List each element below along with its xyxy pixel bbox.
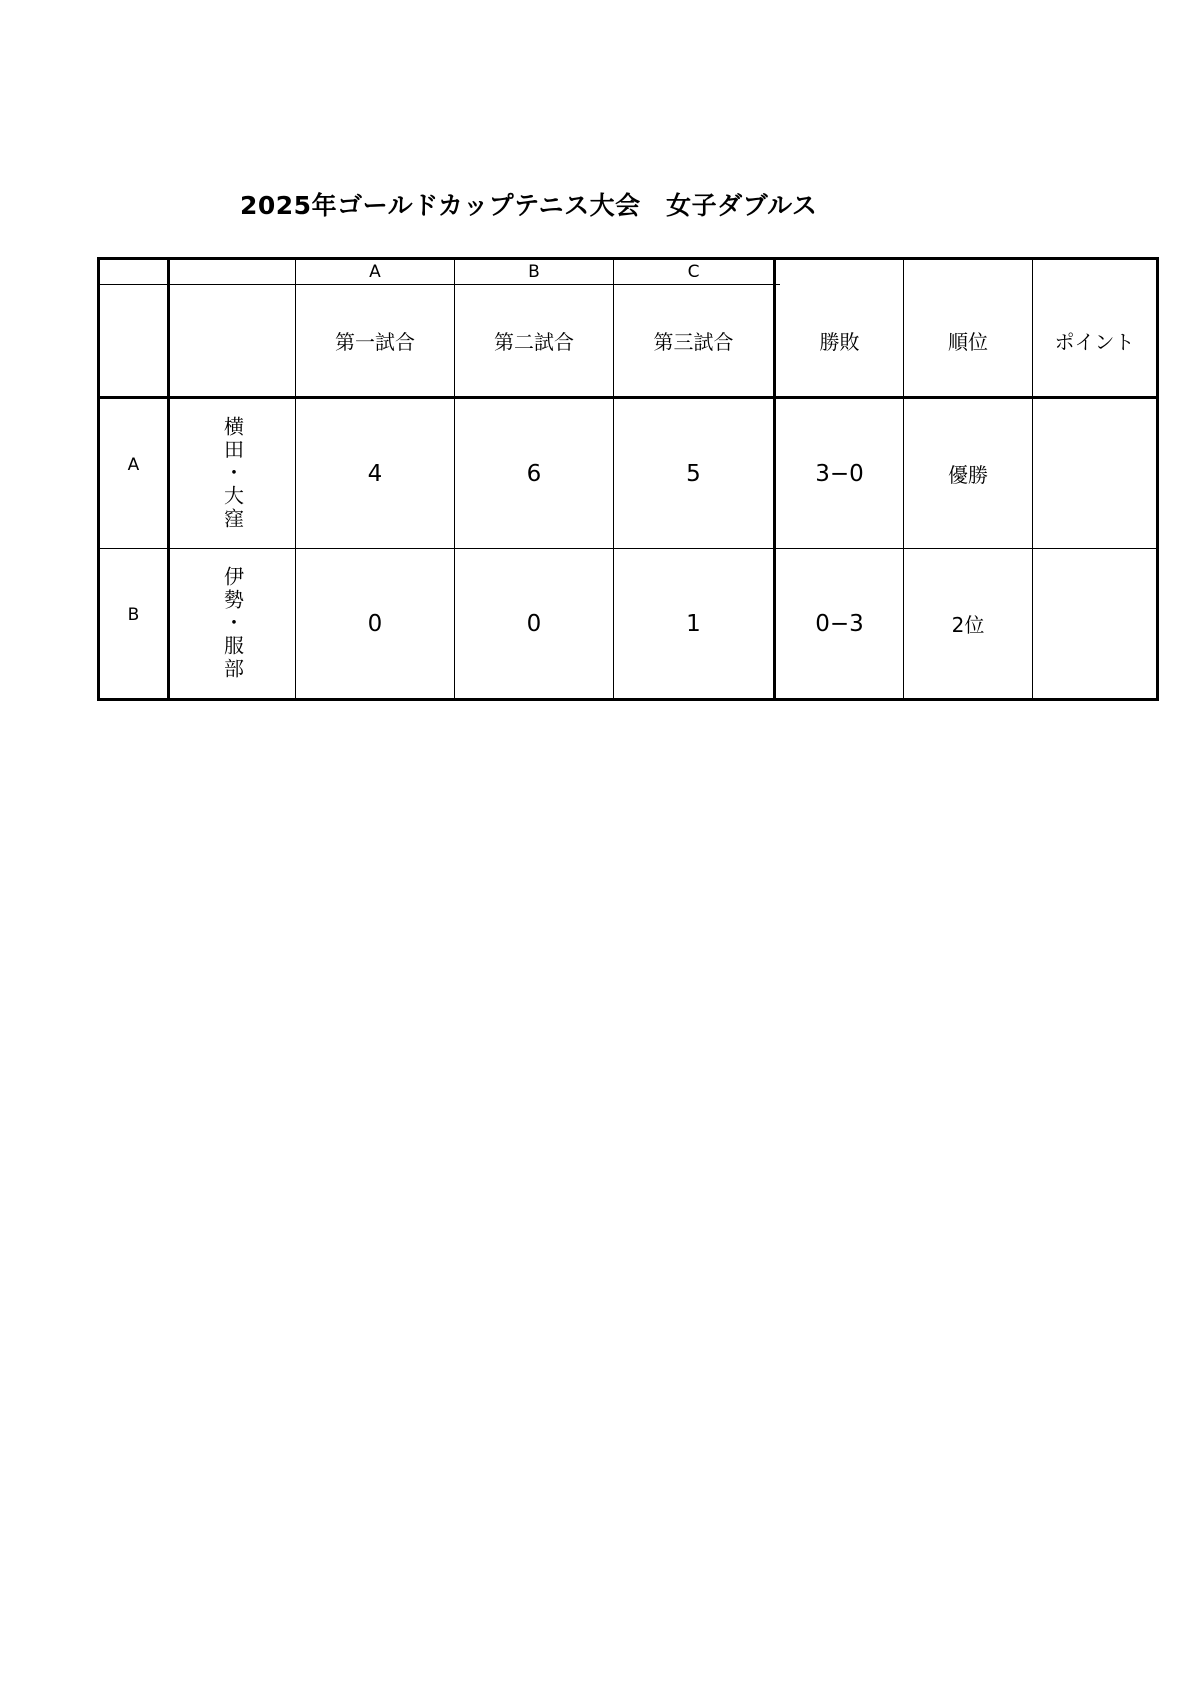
page-title: 2025年ゴールドカップテニス大会 女子ダブルス — [240, 191, 818, 220]
match-two-header: 第二試合 — [494, 330, 574, 354]
row-a-team: 横田・大窪 — [220, 416, 245, 531]
column-letter-b: B — [528, 262, 540, 282]
point-header: ポイント — [1054, 329, 1135, 354]
row-b-record: 0−3 — [815, 610, 864, 637]
row-a-match-two-score: 6 — [526, 460, 542, 487]
row-a-record: 3−0 — [815, 460, 864, 487]
row-b-match-two-score: 0 — [526, 610, 542, 637]
match-one-header: 第一試合 — [335, 330, 415, 354]
row-a-match-three-score: 5 — [686, 460, 701, 487]
row-a-match-one-score: 4 — [367, 460, 383, 487]
row-b-id: B — [127, 604, 140, 625]
row-b-points — [1033, 549, 1156, 698]
row-a-rank: 優勝 — [948, 463, 988, 487]
column-letter-a: A — [369, 262, 381, 282]
row-b-team: 伊勢・服部 — [220, 566, 245, 681]
results-table — [97, 257, 1159, 701]
row-a-points — [1033, 399, 1156, 548]
row-b-rank: 2位 — [951, 613, 985, 637]
record-header: 勝敗 — [819, 329, 860, 354]
rank-header: 順位 — [948, 329, 988, 354]
match-three-header: 第三試合 — [653, 330, 734, 354]
row-b-match-one-score: 0 — [367, 610, 383, 637]
row-b-match-three-score: 1 — [686, 610, 701, 637]
row-a-id: A — [127, 454, 140, 475]
column-letter-c: C — [687, 262, 700, 282]
